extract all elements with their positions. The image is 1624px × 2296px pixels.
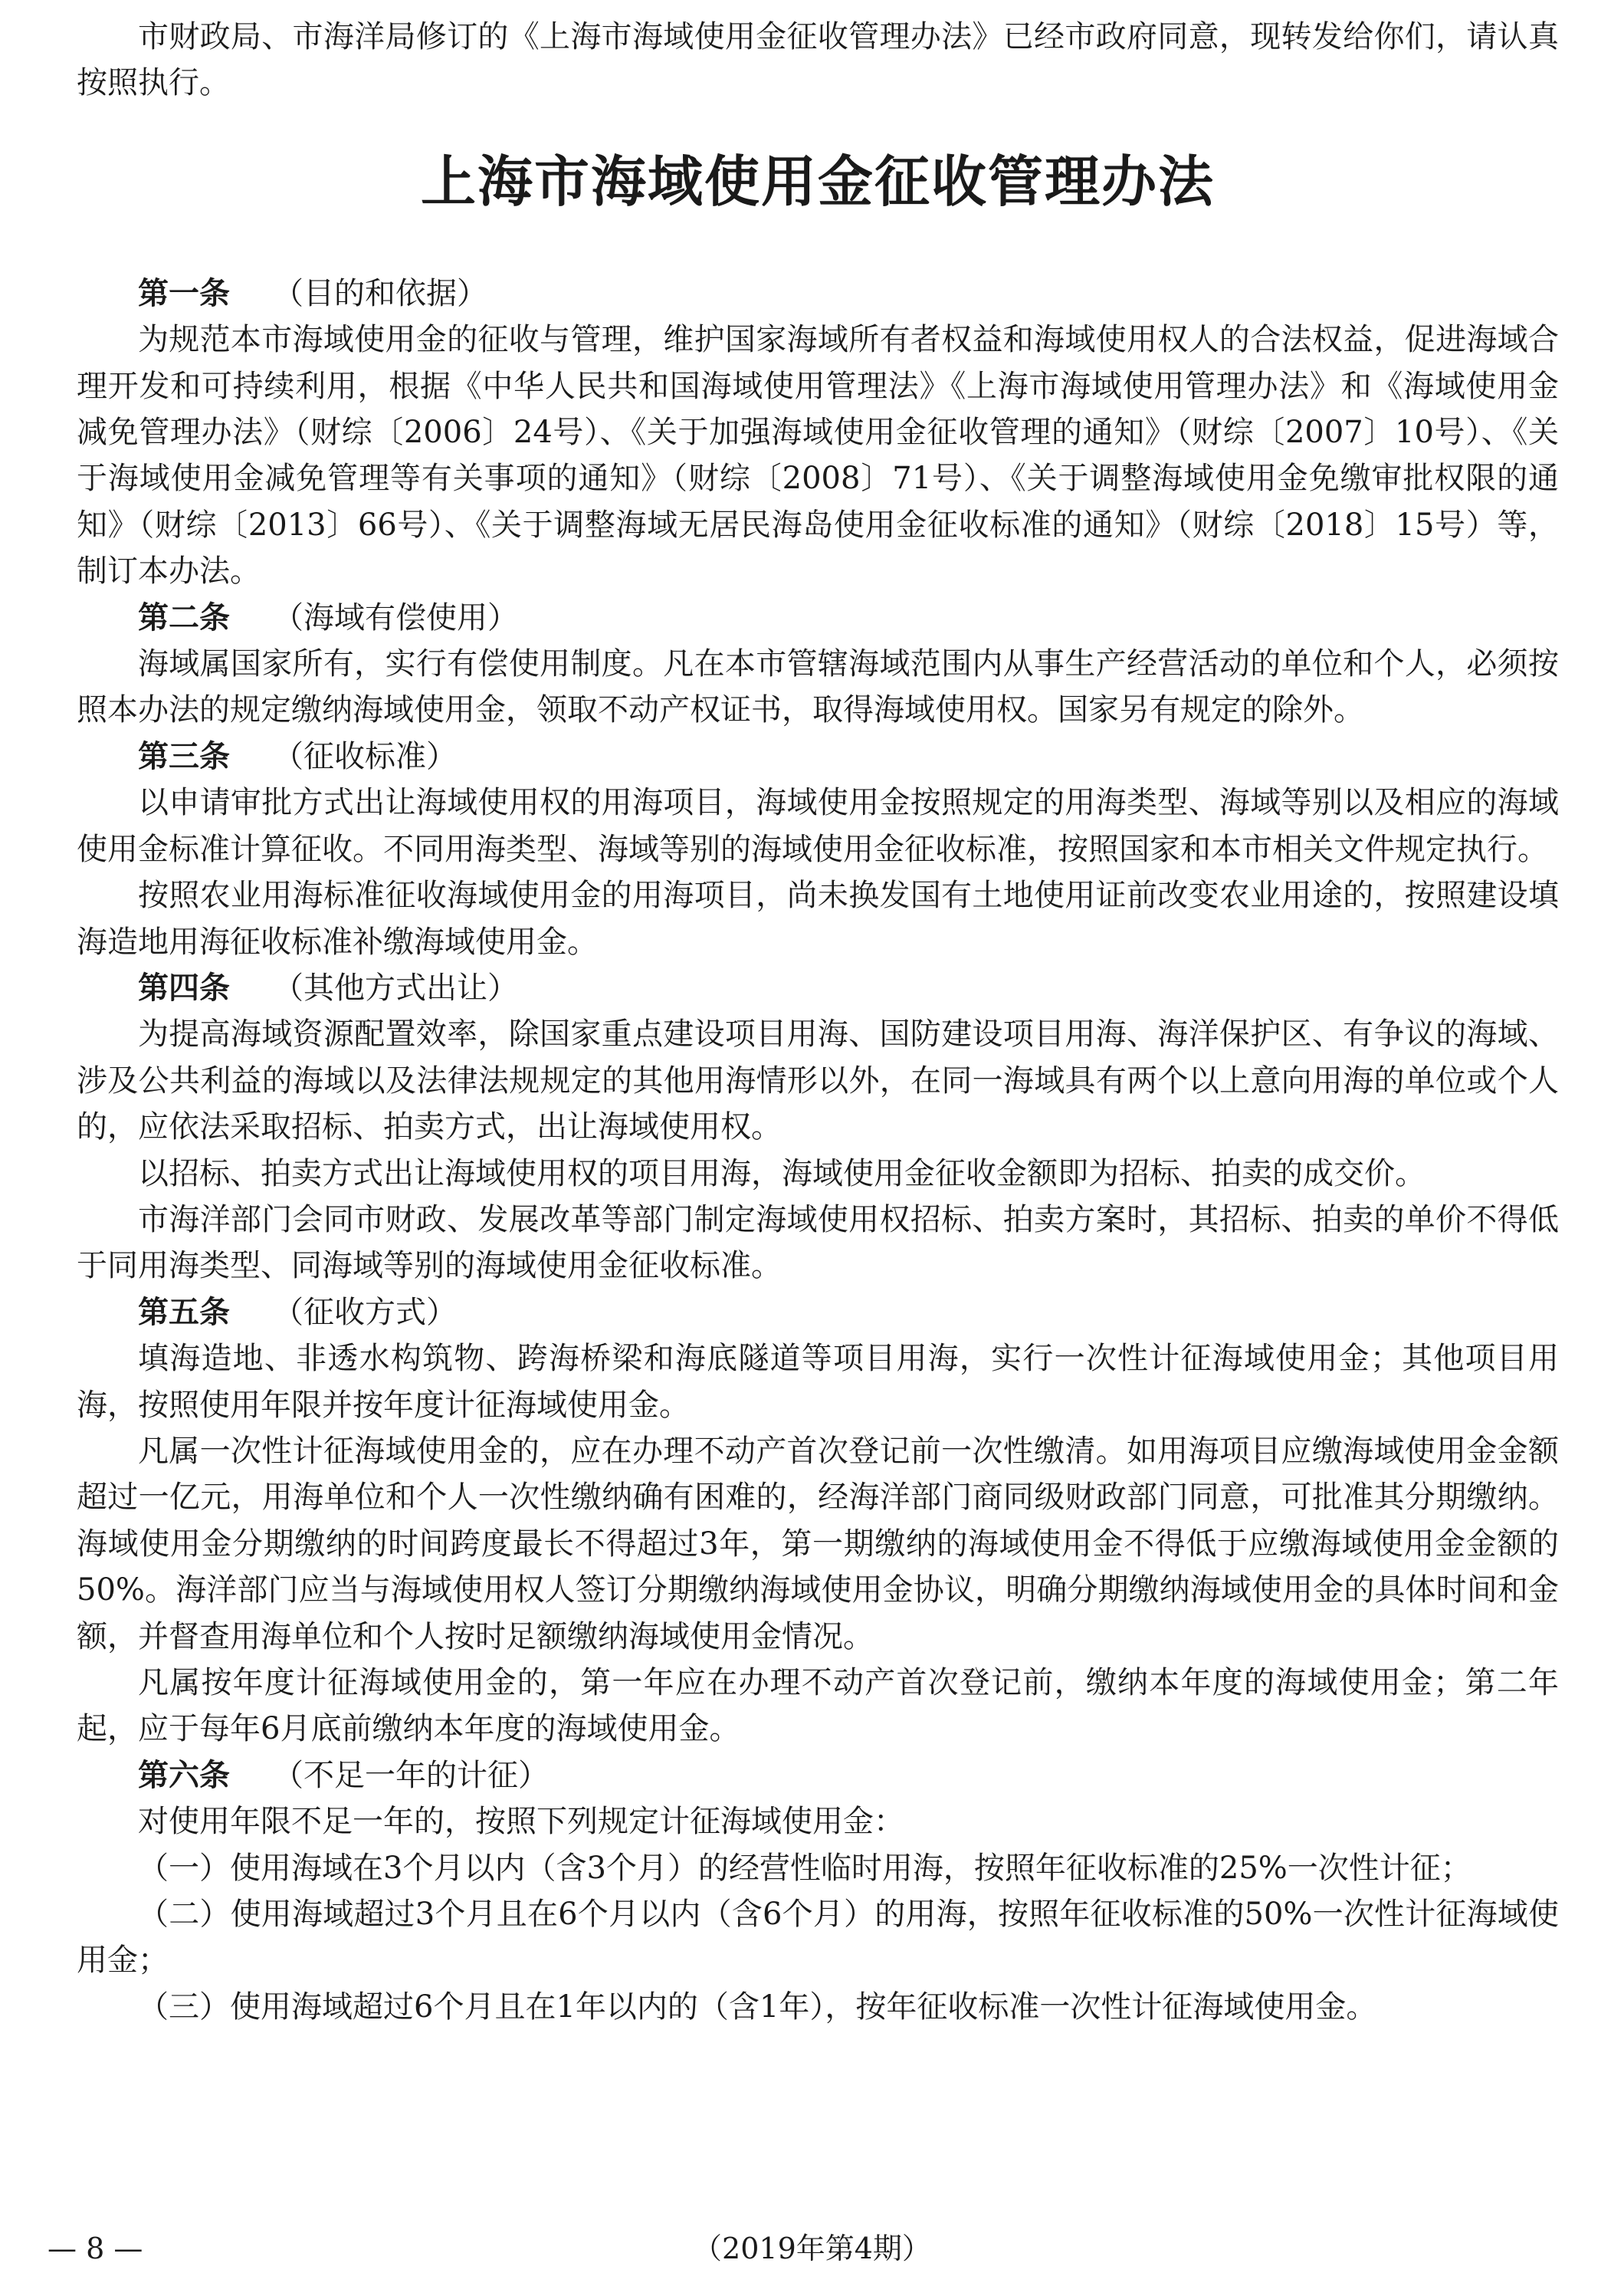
article-heading [77, 595, 1559, 641]
article-subject: （海域有偿使用） [273, 599, 518, 636]
article-paragraph: 凡属一次性计征海域使用金的，应在办理不动产首次登记前一次性缴清。如用海项目应缴海域使用金金额超过一亿元，用海单位和个人一次性缴纳确有困难的，经海洋部门商同级财政部门同意，可批准其分期缴纳。海域使用金分期缴纳的时间跨度最长不得超过3年，第一期缴纳的海域使用金不得低于应缴海域使用金金额的50%。海洋部门应当与海域使用权人签订分期缴纳海域使用金协议，明确分期缴纳海域使用金的具体时间和金额，并督查用海单位和个人按时足额缴纳海域使用金情况。 [77, 1433, 1559, 1654]
article-label: 第二条 [138, 599, 230, 636]
article-label: 第四条 [138, 970, 230, 1006]
article-subject: （不足一年的计征） [273, 1757, 549, 1793]
article-paragraph: 按照农业用海标准征收海域使用金的用海项目，尚未换发国有土地使用证前改变农业用途的，按照建设填海造地用海征收标准补缴海域使用金。 [77, 878, 1559, 960]
list-item: （三）使用海域超过6个月且在1年以内的（含1年），按年征收标准一次性计征海域使用金。 [138, 1989, 1377, 2025]
article-subject: （其他方式出让） [273, 970, 518, 1006]
article-subject: （征收标准） [273, 738, 457, 774]
article-paragraph: 市海洋部门会同市财政、发展改革等部门制定海域使用权招标、拍卖方案时，其招标、拍卖的单价不得低于同用海类型、同海域等别的海域使用金征收标准。 [77, 1201, 1559, 1284]
article-label: 第三条 [138, 738, 230, 774]
page-number: — 8 — [48, 2232, 143, 2265]
article-heading [77, 1752, 1559, 1798]
article-heading [77, 965, 1559, 1011]
document-body [77, 14, 1559, 2030]
issue-label: （2019年第4期） [693, 2232, 931, 2265]
article-paragraph: 对使用年限不足一年的，按照下列规定计征海域使用金： [138, 1804, 904, 1840]
document-title: 上海市海域使用金征收管理办法 [420, 149, 1215, 214]
article-subject: （征收方式） [273, 1294, 457, 1330]
article-paragraph: 凡属按年度计征海域使用金的，第一年应在办理不动产首次登记前，缴纳本年度的海域使用金；第二年起，应于每年6月底前缴纳本年度的海域使用金。 [77, 1665, 1559, 1747]
article-paragraph: 以申请审批方式出让海域使用权的用海项目，海域使用金按照规定的用海类型、海域等别以及相应的海域使用金标准计算征收。不同用海类型、海域等别的海域使用金征收标准，按照国家和本市相关文件规定执行。 [77, 785, 1559, 867]
article-paragraph: 以招标、拍卖方式出让海域使用权的项目用海，海域使用金征收金额即为招标、拍卖的成交价。 [138, 1155, 1426, 1191]
article-label: 第一条 [138, 275, 230, 311]
article-paragraph: 为规范本市海域使用金的征收与管理，维护国家海域所有者权益和海域使用权人的合法权益，促进海域合理开发和可持续利用，根据《中华人民共和国海域使用管理法》《上海市海域使用管理办法》和《海域使用金减免管理办法》（财综〔2006〕24号）、《关于加强海域使用金征收管理的通知》（财综〔2007〕10号）、《关于海域使用金减免管理等有关事项的通知》（财综〔2008〕71号）、《关于调整海域使用金免缴审批权限的通知》（财综〔2013〕66号）、《关于调整海域无居民海岛使用金征收标准的通知》（财综〔2018〕15号）等，制订本办法。 [77, 322, 1559, 590]
article-label: 第五条 [138, 1294, 230, 1330]
list-item: （一）使用海域在3个月以内（含3个月）的经营性临时用海，按照年征收标准的25%一次性计征； [138, 1850, 1471, 1886]
article-heading [77, 271, 1559, 317]
list-item: （二）使用海域超过3个月且在6个月以内（含6个月）的用海，按照年征收标准的50%一次性计征海域使用金； [77, 1897, 1559, 1979]
article-heading [77, 734, 1559, 780]
article-paragraph: 为提高海域资源配置效率，除国家重点建设项目用海、国防建设项目用海、海洋保护区、有争议的海域、涉及公共利益的海域以及法律法规规定的其他用海情形以外，在同一海域具有两个以上意向用海的单位或个人的，应依法采取招标、拍卖方式，出让海域使用权。 [77, 1017, 1559, 1145]
article-label: 第六条 [138, 1757, 230, 1793]
article-paragraph: 海域属国家所有，实行有偿使用制度。凡在本市管辖海域范围内从事生产经营活动的单位和个人，必须按照本办法的规定缴纳海域使用金，领取不动产权证书，取得海域使用权。国家另有规定的除外。 [77, 646, 1559, 728]
intro-paragraph: 市财政局、市海洋局修订的《上海市海域使用金征收管理办法》已经市政府同意，现转发给你们，请认真按照执行。 [77, 19, 1559, 101]
article-paragraph: 填海造地、非透水构筑物、跨海桥梁和海底隧道等项目用海，实行一次性计征海域使用金；其他项目用海，按照使用年限并按年度计征海域使用金。 [77, 1341, 1559, 1423]
article-heading [77, 1289, 1559, 1335]
article-subject: （目的和依据） [273, 275, 487, 311]
